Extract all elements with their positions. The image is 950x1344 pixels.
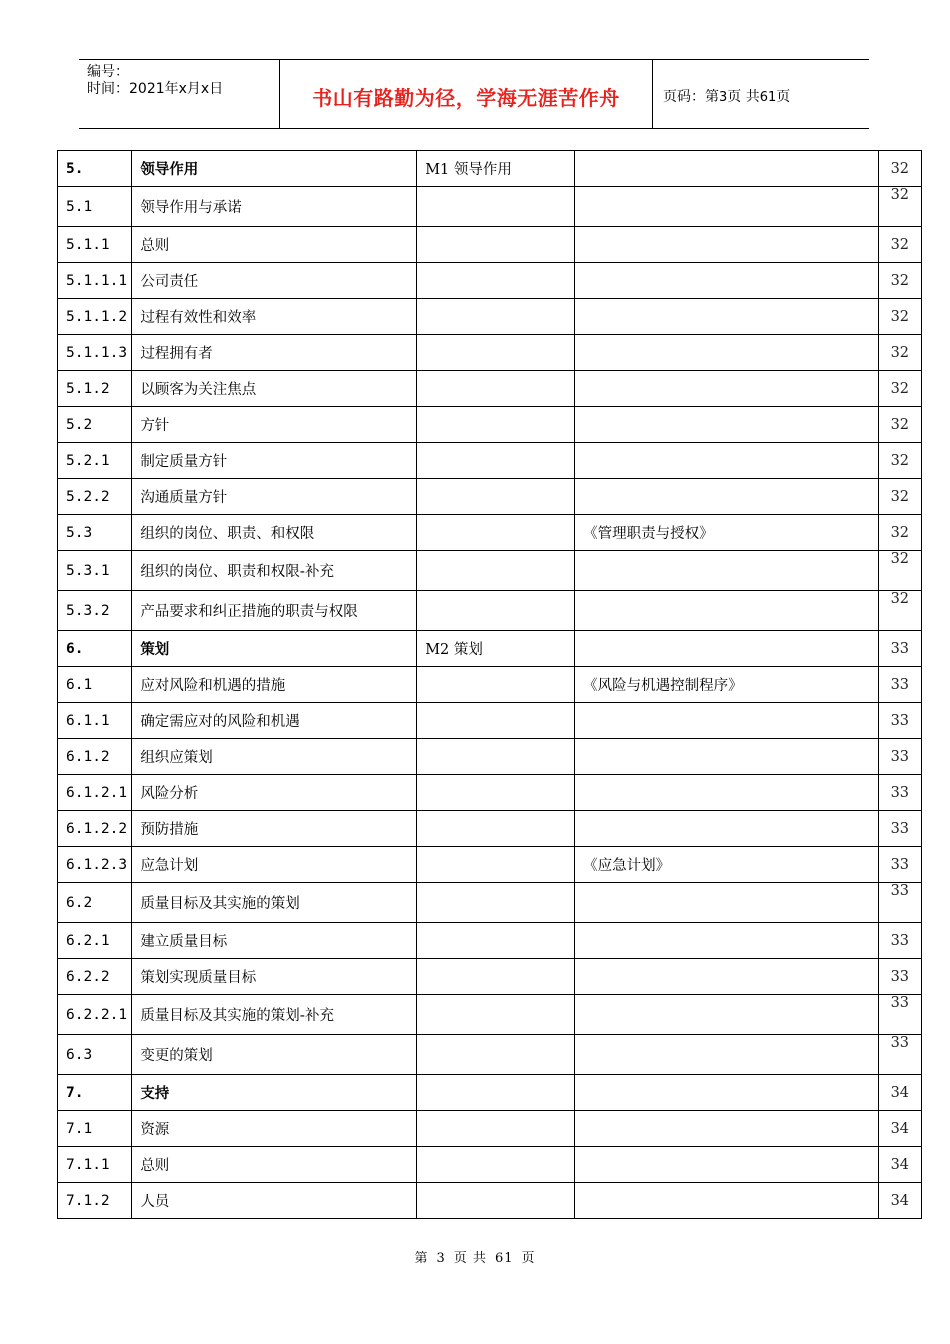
toc-section-number: 6.1.2 [58, 739, 132, 775]
toc-procedure-doc [575, 1075, 878, 1111]
page-header [79, 59, 869, 129]
toc-module [417, 923, 575, 959]
toc-procedure-doc [575, 591, 878, 631]
toc-section-title: 应对风险和机遇的措施 [132, 667, 417, 703]
toc-module [417, 1111, 575, 1147]
toc-row [58, 227, 922, 263]
footer-prefix: 第 [414, 1251, 429, 1266]
toc-page-number: 33 [878, 667, 921, 703]
toc-row [58, 1183, 922, 1219]
toc-page-number: 33 [878, 847, 921, 883]
header-page-info [663, 86, 790, 106]
footer-page-number: 3 [436, 1251, 446, 1266]
toc-section-title: 资源 [132, 1111, 417, 1147]
toc-procedure-doc: 《风险与机遇控制程序》 [575, 667, 878, 703]
toc-module [417, 847, 575, 883]
toc-page-number: 32 [878, 591, 921, 631]
toc-section-title: 总则 [132, 227, 417, 263]
toc-section-title: 公司责任 [132, 263, 417, 299]
toc-section-number: 6.1.2.2 [58, 811, 132, 847]
toc-procedure-doc [575, 631, 878, 667]
toc-module [417, 371, 575, 407]
toc-procedure-doc [575, 151, 878, 187]
header-motto: 书山有路勤为径，学海无涯苦作舟 [312, 86, 620, 110]
toc-page-number: 32 [878, 515, 921, 551]
toc-row [58, 703, 922, 739]
toc-section-title: 风险分析 [132, 775, 417, 811]
toc-section-number: 6.2.1 [58, 923, 132, 959]
toc-module [417, 1035, 575, 1075]
toc-row [58, 371, 922, 407]
toc-section-title: 应急计划 [132, 847, 417, 883]
toc-procedure-doc [575, 703, 878, 739]
toc-page-number: 33 [878, 995, 921, 1035]
toc-section-number: 5.2.1 [58, 443, 132, 479]
toc-table [57, 150, 922, 1219]
toc-procedure-doc: 《应急计划》 [575, 847, 878, 883]
toc-section-title: 领导作用 [132, 151, 417, 187]
toc-module [417, 187, 575, 227]
toc-module [417, 263, 575, 299]
toc-procedure-doc [575, 995, 878, 1035]
toc-section-title: 组织的岗位、职责和权限-补充 [132, 551, 417, 591]
toc-page-number: 32 [878, 335, 921, 371]
toc-section-number: 7.1.2 [58, 1183, 132, 1219]
toc-module [417, 551, 575, 591]
toc-row [58, 1035, 922, 1075]
toc-section-title: 过程拥有者 [132, 335, 417, 371]
toc-section-number: 5.1.2 [58, 371, 132, 407]
toc-procedure-doc [575, 479, 878, 515]
toc-row [58, 847, 922, 883]
toc-module [417, 1075, 575, 1111]
toc-row [58, 667, 922, 703]
toc-module [417, 811, 575, 847]
toc-section-number: 5.1.1.1 [58, 263, 132, 299]
toc-row [58, 959, 922, 995]
toc-module [417, 407, 575, 443]
toc-section-number: 5.2 [58, 407, 132, 443]
page-total: 61 [759, 90, 777, 105]
toc-row [58, 923, 922, 959]
toc-page-number: 33 [878, 631, 921, 667]
toc-section-number: 7.1.1 [58, 1147, 132, 1183]
toc-row [58, 263, 922, 299]
toc-row [58, 151, 922, 187]
toc-section-title: 组织应策划 [132, 739, 417, 775]
toc-section-number: 5.1.1.2 [58, 299, 132, 335]
toc-section-title: 建立质量目标 [132, 923, 417, 959]
toc-row [58, 631, 922, 667]
toc-module [417, 1147, 575, 1183]
toc-section-number: 5.3.2 [58, 591, 132, 631]
toc-page-number: 33 [878, 959, 921, 995]
toc-page-number: 32 [878, 187, 921, 227]
toc-procedure-doc [575, 959, 878, 995]
toc-row [58, 335, 922, 371]
toc-row [58, 739, 922, 775]
toc-module [417, 1183, 575, 1219]
toc-body [58, 151, 922, 1219]
toc-section-title: 策划 [132, 631, 417, 667]
toc-page-number: 32 [878, 443, 921, 479]
toc-row [58, 187, 922, 227]
toc-section-title: 质量目标及其实施的策划-补充 [132, 995, 417, 1035]
toc-page-number: 32 [878, 227, 921, 263]
header-divider [652, 60, 653, 128]
toc-page-number: 34 [878, 1075, 921, 1111]
toc-page-number: 33 [878, 703, 921, 739]
toc-page-number: 32 [878, 263, 921, 299]
toc-row [58, 479, 922, 515]
page-mid: 页 共 [727, 89, 760, 105]
toc-section-number: 6.2.2 [58, 959, 132, 995]
toc-section-title: 沟通质量方针 [132, 479, 417, 515]
toc-section-title: 支持 [132, 1075, 417, 1111]
footer-mid: 页 共 [453, 1251, 487, 1266]
toc-section-title: 制定质量方针 [132, 443, 417, 479]
toc-page-number: 34 [878, 1183, 921, 1219]
header-meta [87, 64, 223, 98]
toc-module: M2 策划 [417, 631, 575, 667]
toc-page-number: 33 [878, 739, 921, 775]
toc-section-title: 人员 [132, 1183, 417, 1219]
toc-page-number: 32 [878, 299, 921, 335]
toc-module [417, 227, 575, 263]
toc-page-number: 34 [878, 1147, 921, 1183]
toc-page-number: 32 [878, 371, 921, 407]
toc-section-title: 以顾客为关注焦点 [132, 371, 417, 407]
toc-module [417, 515, 575, 551]
toc-module [417, 739, 575, 775]
toc-row [58, 883, 922, 923]
toc-section-number: 6.1.2.3 [58, 847, 132, 883]
toc-page-number: 33 [878, 775, 921, 811]
page-footer [0, 1247, 950, 1266]
toc-section-title: 质量目标及其实施的策划 [132, 883, 417, 923]
toc-section-number: 5.1 [58, 187, 132, 227]
toc-procedure-doc [575, 883, 878, 923]
doc-number-label: 编号： [87, 64, 129, 80]
page-number: 3 [719, 90, 728, 105]
toc-section-number: 5.1.1.3 [58, 335, 132, 371]
toc-row [58, 591, 922, 631]
footer-page-total: 61 [494, 1251, 514, 1266]
toc-section-number: 6.2.2.1 [58, 995, 132, 1035]
toc-row [58, 1111, 922, 1147]
toc-section-title: 领导作用与承诺 [132, 187, 417, 227]
toc-section-number: 6.3 [58, 1035, 132, 1075]
toc-procedure-doc [575, 551, 878, 591]
toc-section-title: 策划实现质量目标 [132, 959, 417, 995]
toc-module: M1 领导作用 [417, 151, 575, 187]
toc-section-title: 组织的岗位、职责、和权限 [132, 515, 417, 551]
toc-row [58, 515, 922, 551]
toc-module [417, 299, 575, 335]
toc-module [417, 335, 575, 371]
toc-page-number: 32 [878, 551, 921, 591]
toc-page-number: 32 [878, 151, 921, 187]
toc-section-title: 预防措施 [132, 811, 417, 847]
toc-procedure-doc [575, 263, 878, 299]
toc-section-title: 总则 [132, 1147, 417, 1183]
toc-section-number: 5.3.1 [58, 551, 132, 591]
toc-section-number: 5.1.1 [58, 227, 132, 263]
toc-section-number: 6.1.1 [58, 703, 132, 739]
toc-module [417, 667, 575, 703]
toc-procedure-doc [575, 335, 878, 371]
toc-procedure-doc [575, 1035, 878, 1075]
toc-section-number: 6.1.2.1 [58, 775, 132, 811]
footer-suffix: 页 [521, 1251, 536, 1266]
toc-procedure-doc [575, 1147, 878, 1183]
toc-procedure-doc [575, 187, 878, 227]
toc-row [58, 299, 922, 335]
toc-procedure-doc [575, 923, 878, 959]
toc-module [417, 443, 575, 479]
toc-procedure-doc [575, 371, 878, 407]
toc-section-title: 确定需应对的风险和机遇 [132, 703, 417, 739]
toc-row [58, 1075, 922, 1111]
toc-section-number: 5.3 [58, 515, 132, 551]
toc-procedure-doc [575, 739, 878, 775]
toc-row [58, 551, 922, 591]
toc-row [58, 811, 922, 847]
toc-section-title: 过程有效性和效率 [132, 299, 417, 335]
page-prefix: 页码：第 [663, 89, 719, 105]
toc-page-number: 32 [878, 407, 921, 443]
toc-procedure-doc [575, 1183, 878, 1219]
toc-page-number: 32 [878, 479, 921, 515]
toc-section-number: 6.2 [58, 883, 132, 923]
toc-page-number: 33 [878, 883, 921, 923]
toc-module [417, 959, 575, 995]
toc-section-number: 6. [58, 631, 132, 667]
toc-procedure-doc [575, 299, 878, 335]
toc-section-title: 产品要求和纠正措施的职责与权限 [132, 591, 417, 631]
toc-section-number: 5. [58, 151, 132, 187]
toc-module [417, 775, 575, 811]
toc-page-number: 33 [878, 1035, 921, 1075]
toc-page-number: 33 [878, 811, 921, 847]
toc-section-title: 变更的策划 [132, 1035, 417, 1075]
toc-row [58, 995, 922, 1035]
toc-row [58, 775, 922, 811]
doc-time-label: 时间：2021年x月x日 [87, 81, 224, 97]
toc-module [417, 479, 575, 515]
toc-procedure-doc [575, 811, 878, 847]
toc-module [417, 703, 575, 739]
toc-section-number: 5.2.2 [58, 479, 132, 515]
toc-section-number: 7.1 [58, 1111, 132, 1147]
toc-row [58, 1147, 922, 1183]
page-suffix: 页 [776, 89, 791, 105]
toc-procedure-doc [575, 227, 878, 263]
toc-module [417, 591, 575, 631]
toc-procedure-doc: 《管理职责与授权》 [575, 515, 878, 551]
toc-section-number: 6.1 [58, 667, 132, 703]
toc-module [417, 883, 575, 923]
toc-module [417, 995, 575, 1035]
toc-procedure-doc [575, 443, 878, 479]
toc-section-number: 7. [58, 1075, 132, 1111]
toc-procedure-doc [575, 1111, 878, 1147]
toc-procedure-doc [575, 775, 878, 811]
toc-section-title: 方针 [132, 407, 417, 443]
toc-row [58, 407, 922, 443]
toc-page-number: 33 [878, 923, 921, 959]
toc-row [58, 443, 922, 479]
toc-procedure-doc [575, 407, 878, 443]
toc-page-number: 34 [878, 1111, 921, 1147]
